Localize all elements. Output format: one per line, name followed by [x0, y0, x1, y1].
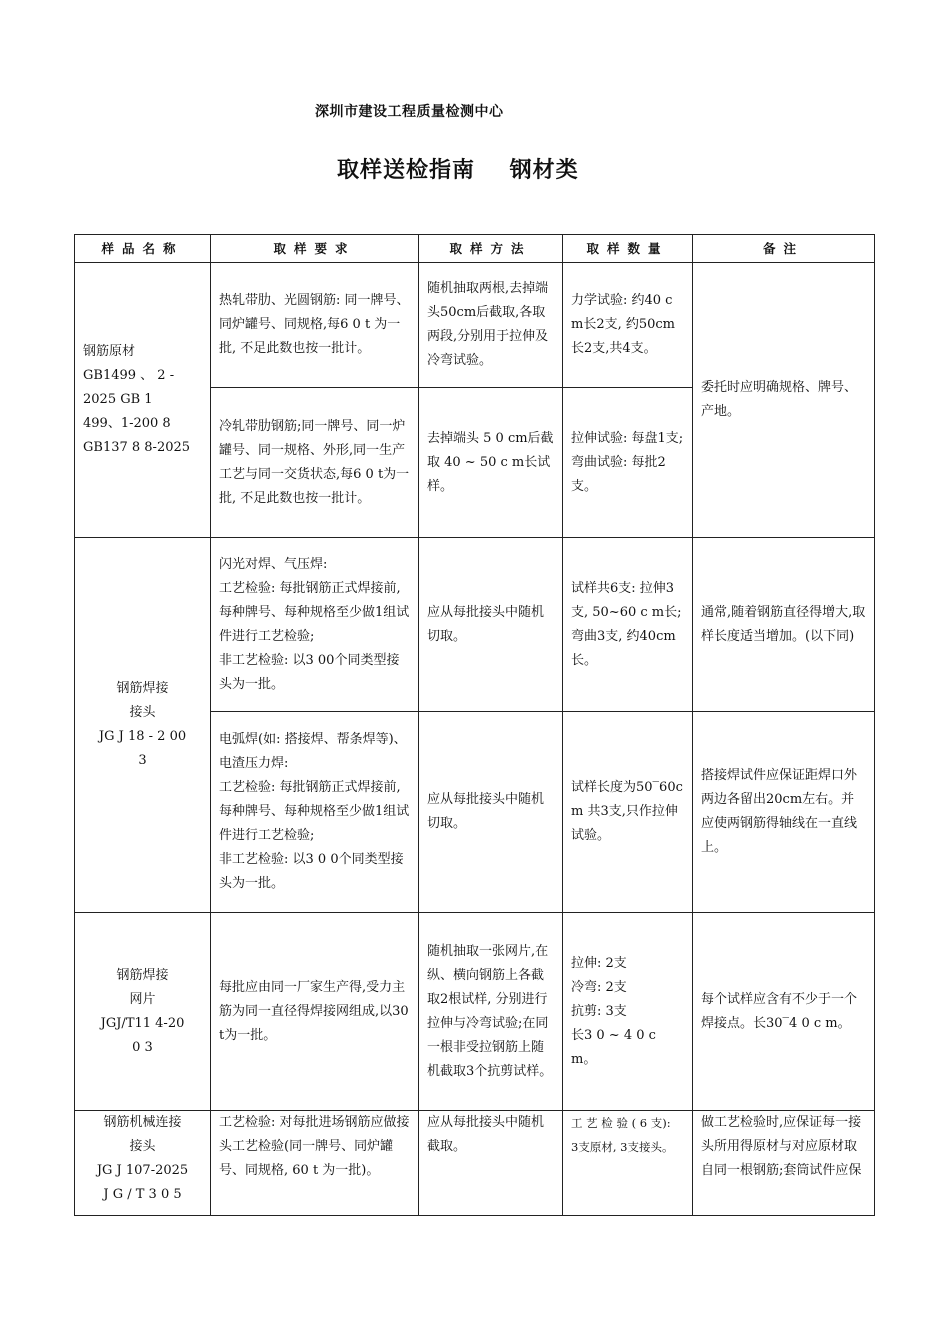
quantity-cell — [563, 913, 693, 1111]
sample-name-line: 2025 GB 1 — [83, 392, 153, 407]
quantity-line: 冷弯: 2支 — [571, 979, 627, 995]
method-cell: 应从每批接头中随机切取。 — [419, 538, 563, 712]
header-sample-name: 样品名称 — [75, 235, 211, 263]
sample-name-line: GB1499 、 2 - — [83, 368, 175, 383]
quantity-line: 拉伸: 2支 — [571, 955, 627, 971]
quantity-line: 长3 0 ~ 4 0 c m。 — [571, 1027, 656, 1067]
sample-name-line: 钢筋原材 — [83, 344, 136, 359]
requirement-cell: 工艺检验: 对每批进场钢筋应做接头工艺检验(同一牌号、同炉罐号、同规格, 60 t 为一批)。 — [211, 1111, 419, 1216]
sample-name-line: JG J 18 - 2 00 — [98, 729, 187, 744]
requirement-cell: 冷轧带肋钢筋;同一牌号、同一炉罐号、同一规格、外形,同一生产工艺与同一交货状态,每6 0 t为一批, 不足此数也按一批计。 — [211, 388, 419, 538]
sample-name-cell — [75, 538, 211, 913]
note-cell: 搭接焊试件应保证距焊口外两边各留出20cm左右。并应使两钢筋得轴线在一直线上。 — [693, 712, 875, 913]
requirement-cell: 每批应由同一厂家生产得,受力主筋为同一直径得焊接网组成,以30t为一批。 — [211, 913, 419, 1111]
quantity-cell: 试样长度为50‾60cm 共3支,只作拉伸试验。 — [563, 712, 693, 913]
table-row — [75, 913, 875, 1111]
sample-name-line: 499、1-200 8 — [83, 416, 171, 431]
header-note: 备注 — [693, 235, 875, 263]
quantity-cell — [563, 1111, 693, 1216]
requirement-line: 非工艺检验: 以3 00个同类型接头为一批。 — [219, 652, 400, 692]
requirement-line: 电弧焊(如: 搭接焊、帮条焊等)、电渣压力焊: — [219, 732, 407, 771]
sample-name-line: 钢筋机械连接 — [103, 1115, 182, 1130]
note-cell: 委托时应明确规格、牌号、产地。 — [693, 263, 875, 538]
method-cell: 去掉端头 5 0 cm后截取 40 ~ 50 c m长试样。 — [419, 388, 563, 538]
table-row — [75, 263, 875, 388]
page-title: 取样送检指南 钢材类 — [337, 158, 579, 183]
sample-name-cell — [75, 1111, 211, 1216]
quantity-cell: 试样共6支: 拉伸3支, 50~60 c m长; 弯曲3支, 约40cm长。 — [563, 538, 693, 712]
sample-name-line: GB137 8 8-2025 — [83, 440, 191, 455]
sample-name-line: JG J 107-2025 — [96, 1163, 189, 1178]
sample-name-line: 3 — [138, 753, 147, 768]
table-header-row — [75, 235, 875, 263]
method-cell: 随机抽取两根,去掉端头50cm后截取,各取两段,分别用于拉伸及冷弯试验。 — [419, 263, 563, 388]
quantity-cell: 拉伸试验: 每盘1支; 弯曲试验: 每批2支。 — [563, 388, 693, 538]
note-cell: 通常,随着钢筋直径得增大,取样长度适当增加。(以下同) — [693, 538, 875, 712]
note-cell: 每个试样应含有不少于一个焊接点。长30‾4 0 c m。 — [693, 913, 875, 1111]
quantity-line: 3支原材, 3支接头。 — [571, 1140, 674, 1154]
sample-name-line: 钢筋焊接 — [116, 967, 169, 983]
requirement-line: 非工艺检验: 以3 0 0个同类型接头为一批。 — [219, 852, 404, 891]
sample-name-line: JGJ/T11 4-20 — [100, 1015, 185, 1031]
note-cell: 做工艺检验时,应保证每一接头所用得原材与对应原材取自同一根钢筋;套筒试件应保 — [693, 1111, 875, 1216]
requirement-cell: 热轧带肋、光圆钢筋: 同一牌号、同炉罐号、同规格,每6 0 t 为一批, 不足此数也按一批计。 — [211, 263, 419, 388]
sampling-guide-table — [74, 234, 875, 1216]
sample-name-line: 0 3 — [132, 1039, 153, 1055]
sample-name-line: 接头 — [129, 705, 156, 720]
table-row — [75, 538, 875, 712]
quantity-line: 抗剪: 3支 — [571, 1003, 627, 1019]
organization-name: 深圳市建设工程质量检测中心 — [315, 104, 504, 120]
quantity-cell: 力学试验: 约40 c m长2支, 约50cm 长2支,共4支。 — [563, 263, 693, 388]
method-cell: 应从每批接头中随机截取。 — [419, 1111, 563, 1216]
method-cell: 随机抽取一张网片,在纵、横向钢筋上各截取2根试样, 分别进行拉伸与冷弯试验;在同一根非受拉钢筋上随机截取3个抗剪试样。 — [419, 913, 563, 1111]
requirement-line: 闪光对焊、气压焊: — [219, 556, 328, 572]
method-cell: 应从每批接头中随机切取。 — [419, 712, 563, 913]
sample-name-line: 钢筋焊接 — [116, 681, 169, 696]
requirement-line: 工艺检验: 每批钢筋正式焊接前,每种牌号、每种规格至少做1组试件进行工艺检验; — [219, 580, 410, 644]
requirement-cell — [211, 538, 419, 712]
header-sampling-requirement: 取样要求 — [211, 235, 419, 263]
sample-name-cell — [75, 263, 211, 538]
header-sampling-method: 取样方法 — [419, 235, 563, 263]
requirement-line: 工艺检验: 每批钢筋正式焊接前,每种牌号、每种规格至少做1组试件进行工艺检验; — [219, 780, 410, 843]
sample-name-line: 网片 — [129, 991, 156, 1007]
header-sample-quantity: 取样数量 — [563, 235, 693, 263]
sample-name-line: J G / T 3 0 5 — [103, 1187, 182, 1202]
requirement-cell — [211, 712, 419, 913]
sample-name-cell — [75, 913, 211, 1111]
quantity-line: 工 艺 检 验 ( 6 支): — [571, 1116, 671, 1130]
sample-name-line: 接头 — [129, 1139, 156, 1154]
table-row — [75, 1111, 875, 1216]
